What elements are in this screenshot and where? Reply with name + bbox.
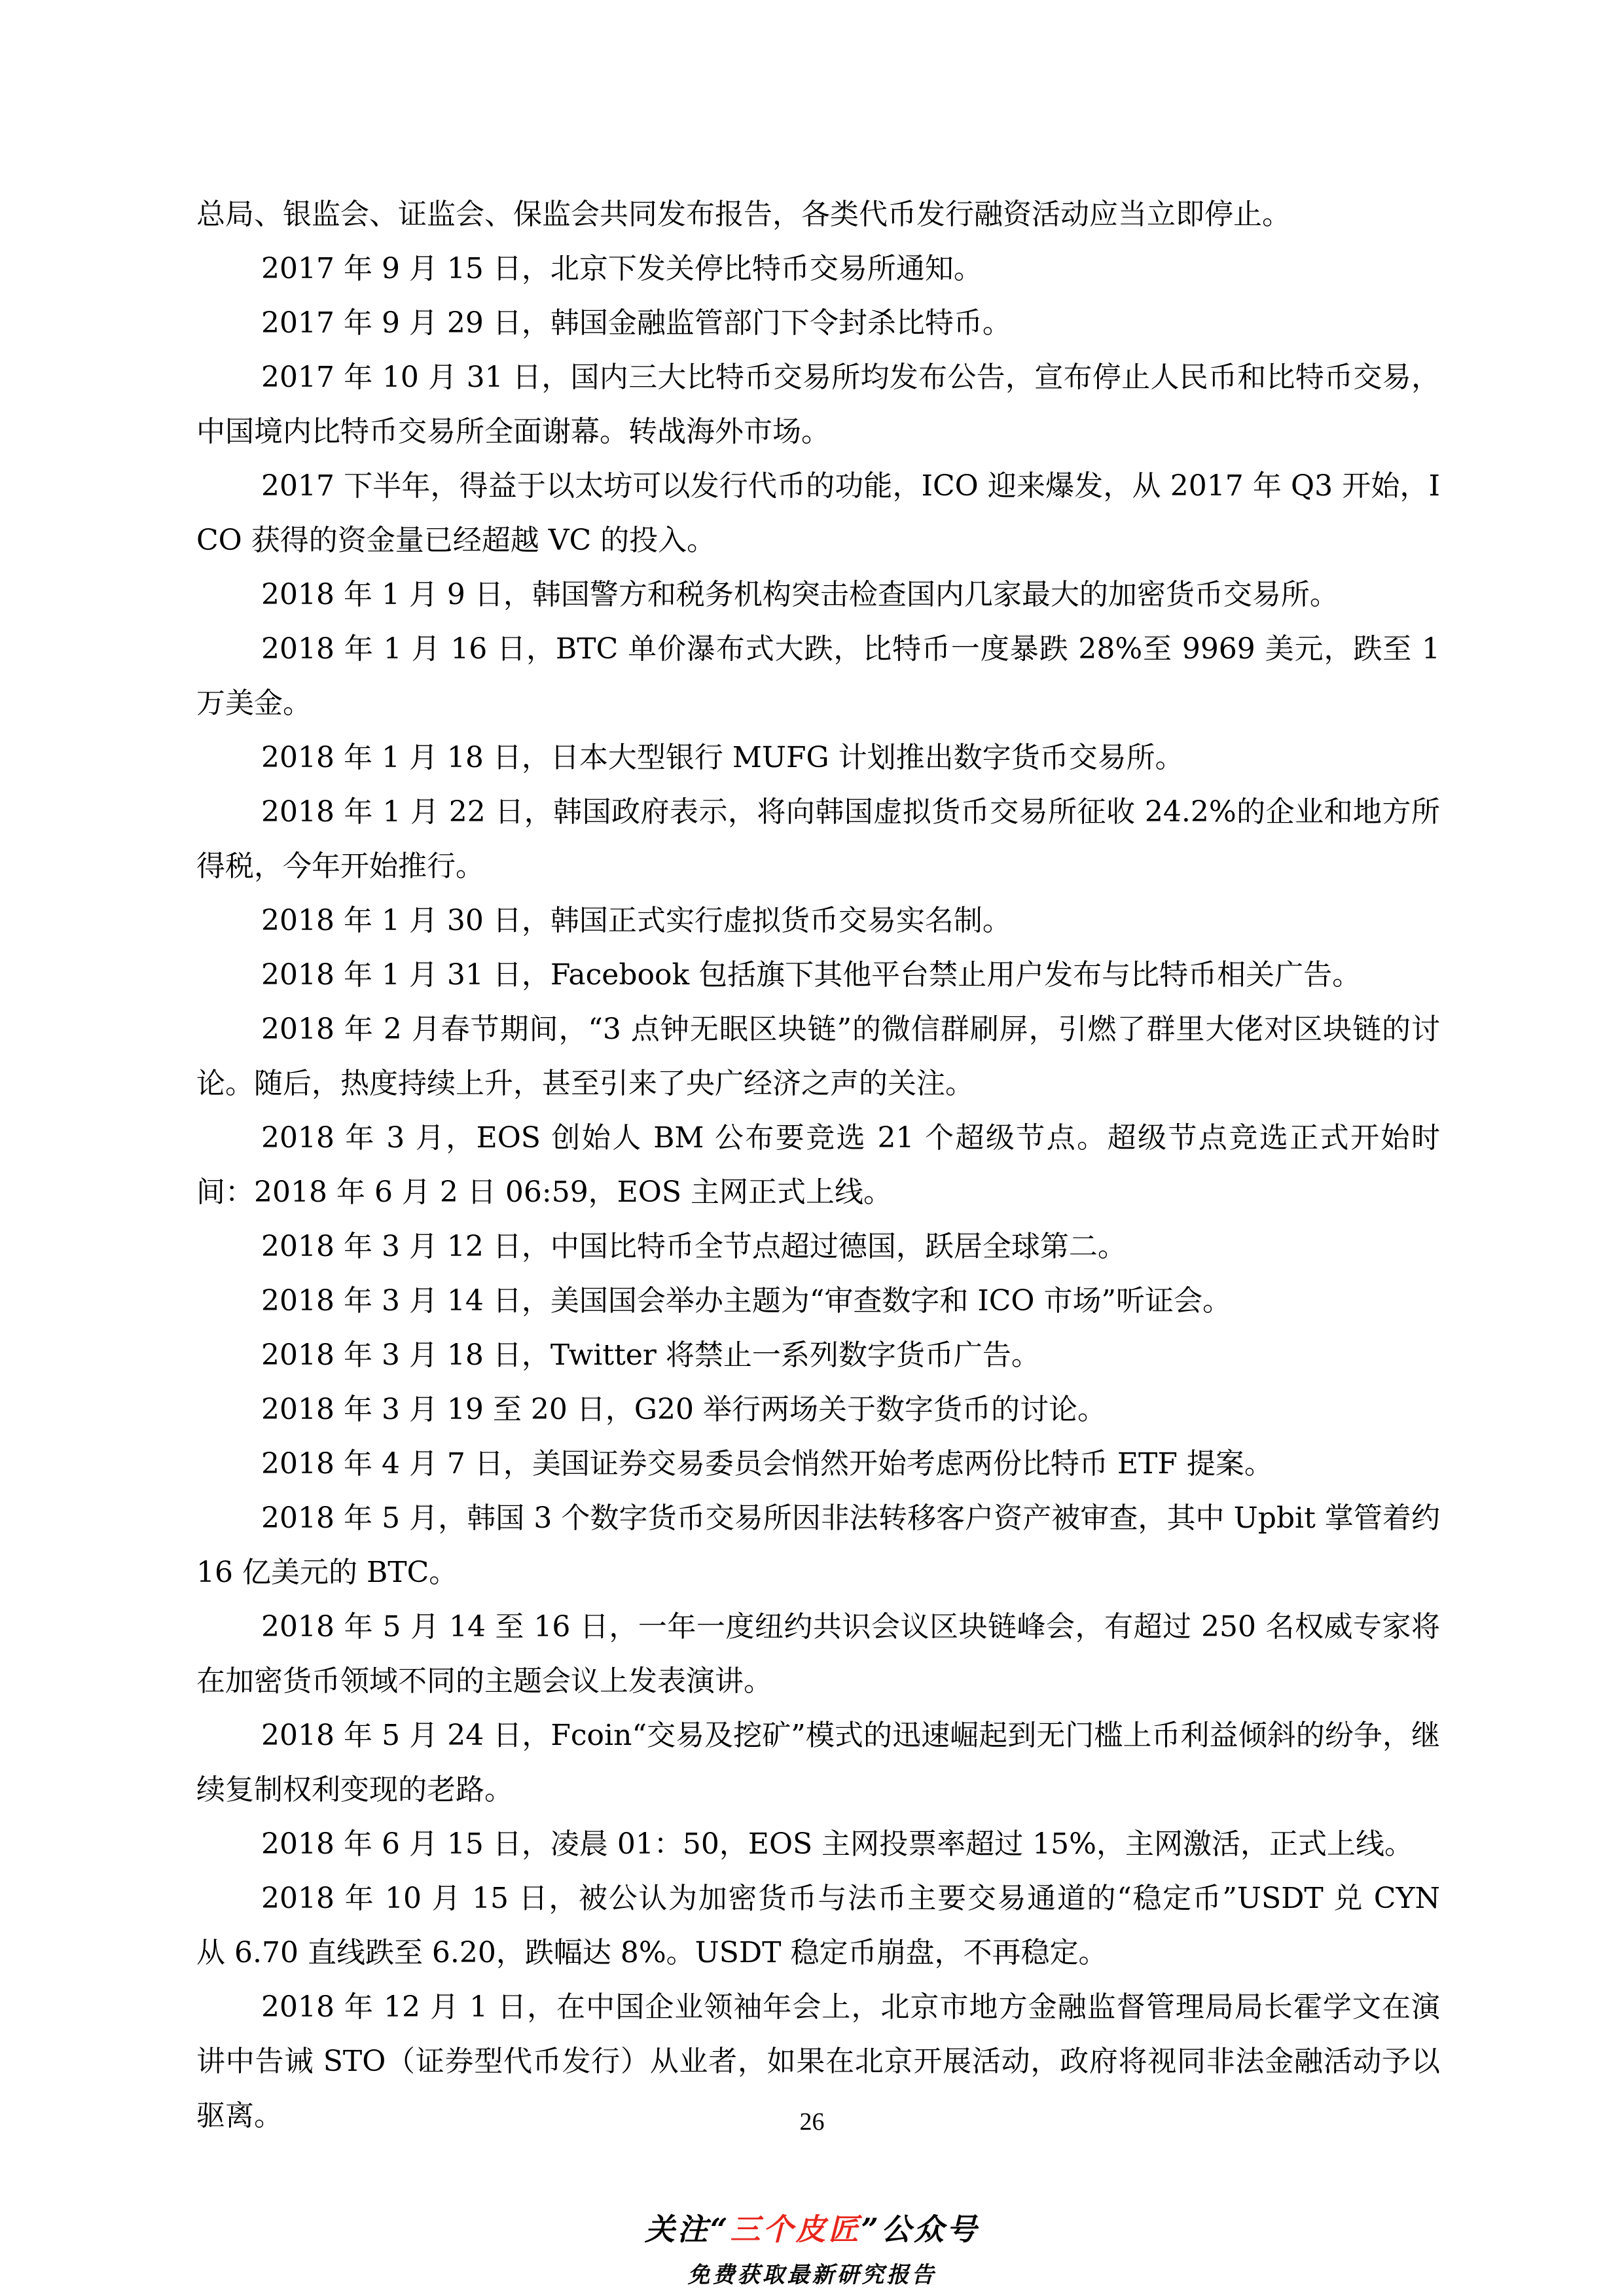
footer-suffix: ”公众号 bbox=[861, 2212, 979, 2247]
paragraph: 2018 年 3 月 12 日，中国比特币全节点超过德国，跃居全球第二。 bbox=[261, 1230, 1127, 1263]
paragraph: 2018 年 3 月 18 日，Twitter 将禁止一系列数字货币广告。 bbox=[261, 1338, 1040, 1372]
paragraph: 2018 年 12 月 1 日，在中国企业领袖年会上，北京市地方金融监督管理局局长霍学文在演讲中告诫 STO（证券型代币发行）从业者，如果在北京开展活动，政府将视同非法金融活动予以驱离。 bbox=[196, 1990, 1440, 2132]
paragraph: 2018 年 1 月 22 日，韩国政府表示，将向韩国虚拟货币交易所征收 24.2%的企业和地方所得税，今年开始推行。 bbox=[196, 795, 1440, 883]
paragraph: 2018 年 1 月 18 日，日本大型银行 MUFG 计划推出数字货币交易所。 bbox=[261, 741, 1184, 774]
paragraph: 2018 年 1 月 30 日，韩国正式实行虚拟货币交易实名制。 bbox=[261, 904, 1011, 937]
footer-prefix: 关注“ bbox=[645, 2212, 731, 2247]
paragraph: 2018 年 1 月 9 日，韩国警方和税务机构突击检查国内几家最大的加密货币交易所。 bbox=[261, 578, 1339, 611]
paragraph: 2018 年 3 月 19 至 20 日，G20 举行两场关于数字货币的讨论。 bbox=[261, 1393, 1106, 1426]
paragraph: 2017 年 9 月 15 日，北京下发关停比特币交易所通知。 bbox=[261, 252, 983, 285]
footer-banner bbox=[0, 2206, 1624, 2249]
footer-subtitle: 免费获取最新研究报告 bbox=[687, 2262, 937, 2288]
document-body bbox=[196, 187, 1440, 2143]
footer-account-name: 三个皮匠 bbox=[730, 2212, 861, 2247]
page-number: 26 bbox=[799, 2108, 825, 2136]
paragraph: 2018 年 4 月 7 日，美国证券交易委员会悄然开始考虑两份比特币 ETF 提案。 bbox=[261, 1447, 1273, 1480]
paragraph: 2018 年 5 月，韩国 3 个数字货币交易所因非法转移客户资产被审查，其中 Upbit 掌管着约 16 亿美元的 BTC。 bbox=[196, 1501, 1440, 1589]
paragraph: 2018 年 5 月 14 至 16 日，一年一度纽约共识会议区块链峰会，有超过 250 名权威专家将在加密货币领域不同的主题会议上发表演讲。 bbox=[196, 1610, 1440, 1698]
paragraph: 2017 年 10 月 31 日，国内三大比特币交易所均发布公告，宣布停止人民币和比特币交易，中国境内比特币交易所全面谢幕。转战海外市场。 bbox=[196, 361, 1440, 448]
paragraph: 2017 下半年，得益于以太坊可以发行代币的功能，ICO 迎来爆发，从 2017 年 Q3 开始，ICO 获得的资金量已经超越 VC 的投入。 bbox=[196, 469, 1440, 557]
paragraph: 2018 年 10 月 15 日，被公认为加密货币与法币主要交易通道的“稳定币”USDT 兑 CYN 从 6.70 直线跌至 6.20，跌幅达 8%。USDT 稳定币崩盘，不再稳定。 bbox=[196, 1882, 1440, 1969]
paragraph: 2018 年 3 月，EOS 创始人 BM 公布要竞选 21 个超级节点。超级节点竞选正式开始时间：2018 年 6 月 2 日 06:59，EOS 主网正式上线。 bbox=[196, 1121, 1440, 1209]
paragraph: 2017 年 9 月 29 日，韩国金融监管部门下令封杀比特币。 bbox=[261, 306, 1011, 340]
paragraph: 2018 年 1 月 16 日，BTC 单价瀑布式大跌，比特币一度暴跌 28%至 9969 美元，跌至 1 万美金。 bbox=[196, 632, 1440, 720]
paragraph: 2018 年 2 月春节期间，“3 点钟无眠区块链”的微信群刷屏，引燃了群里大佬对区块链的讨论。随后，热度持续上升，甚至引来了央广经济之声的关注。 bbox=[196, 1013, 1440, 1100]
paragraph: 2018 年 6 月 15 日，凌晨 01：50，EOS 主网投票率超过 15%，主网激活，正式上线。 bbox=[261, 1827, 1413, 1861]
paragraph: 2018 年 5 月 24 日，Fcoin“交易及挖矿”模式的迅速崛起到无门槛上币利益倾斜的纷争，继续复制权利变现的老路。 bbox=[196, 1719, 1440, 1806]
paragraph: 2018 年 1 月 31 日，Facebook 包括旗下其他平台禁止用户发布与比特币相关广告。 bbox=[261, 958, 1362, 992]
paragraph: 总局、银监会、证监会、保监会共同发布报告，各类代币发行融资活动应当立即停止。 bbox=[196, 198, 1291, 231]
paragraph: 2018 年 3 月 14 日，美国国会举办主题为“审查数字和 ICO 市场”听证会。 bbox=[261, 1284, 1231, 1318]
